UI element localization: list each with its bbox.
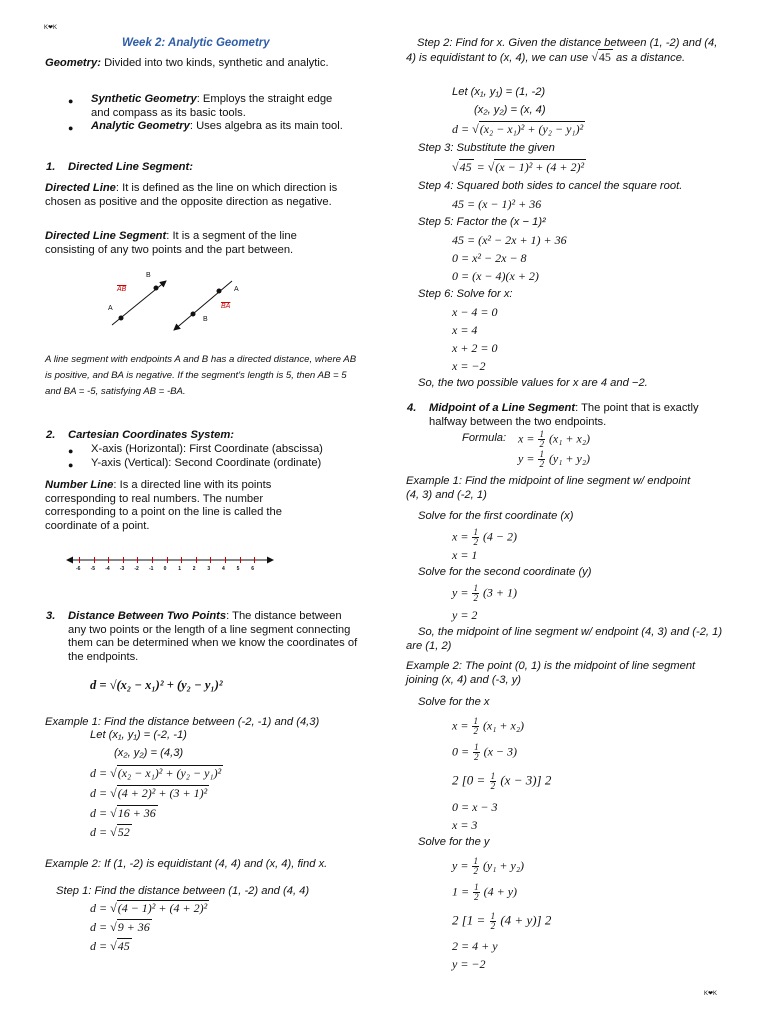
corner-mark-top: K❤K xyxy=(44,25,58,31)
solve-for-x: Solve for the x xyxy=(418,696,490,708)
arrow-right-icon xyxy=(267,557,274,564)
directed-segment-text: : It is a segment of the line consisting of any two points and the part between. xyxy=(45,230,297,256)
ex1-line4: d = √52 xyxy=(90,825,130,839)
number-line-tick-label: -5 xyxy=(90,566,96,572)
ex1-line1-pre: d = xyxy=(90,766,108,780)
number-line-tick xyxy=(240,557,241,563)
fraction-num: 1 xyxy=(473,527,478,537)
ex2-line2: d = √9 + 36 xyxy=(90,920,150,934)
synthetic-text: : Employs the straight edge and compass as its basic tools. xyxy=(91,93,333,119)
step2-main: Step 2: Find for x. Given the distance between (1, -2) and (4, 4) is equidistant to (x, 4), we can use xyxy=(406,37,718,64)
mid-ex2-y-line1 xyxy=(452,857,524,876)
step5-line3: 0 = (x − 4)(x + 2) xyxy=(452,269,539,283)
mid-ex2-x1-pre: x = xyxy=(452,718,469,733)
x-axis-item: X-axis (Horizontal): First Coordinate (abscissa) xyxy=(91,443,323,455)
mid-ex2-x-line4: 0 = x − 3 xyxy=(452,800,498,814)
fraction-half xyxy=(473,883,480,902)
directed-segment-paragraph xyxy=(45,230,341,257)
point-b xyxy=(154,286,159,291)
ex1-title: Example 1: Find the distance between (-2, -1) and (4,3) xyxy=(45,716,320,728)
step5-line2: 0 = x² − 2x − 8 xyxy=(452,251,527,265)
number-line-tick-label: 0 xyxy=(163,566,167,572)
number-line-tick-label: 6 xyxy=(251,566,254,572)
mid-ex1-y-post: (3 + 1) xyxy=(482,585,518,600)
mid-ex2-y3-post: (4 + y)] 2 xyxy=(500,912,552,928)
number-line-figure xyxy=(66,555,274,575)
fraction-half xyxy=(472,717,479,736)
r-let1: Let (x₁, y₁) = (1, -2) xyxy=(452,86,546,98)
fraction-den: 2 xyxy=(474,752,479,762)
label-ab: $\overline{AB}$ xyxy=(117,286,127,293)
number-line-tick xyxy=(152,557,153,563)
formula-x-post: (x₁ + x₂) xyxy=(548,431,591,446)
fraction-den: 2 xyxy=(490,781,496,791)
step6-line3: x + 2 = 0 xyxy=(452,341,498,355)
bullet-icon: ● xyxy=(68,96,74,106)
ex1-line4-pre: d = xyxy=(90,825,108,839)
number-line-tick-label: 4 xyxy=(222,566,225,572)
fraction-den: 2 xyxy=(473,866,478,876)
directed-line-text: : It is defined as the line on which direction is chosen as positive and the opposite direction as negative. xyxy=(45,182,338,208)
number-line-text: : Is a directed line with its points corresponding to real numbers. The number corresponding to a point on the line is called the coordinate of a point. xyxy=(45,479,282,532)
fraction-num: 1 xyxy=(474,742,479,752)
formula-x xyxy=(518,430,590,449)
section-4-num: 4. xyxy=(407,402,417,414)
section-4-title: Midpoint of a Line Segment xyxy=(429,402,576,414)
number-line-tick-label: -2 xyxy=(134,566,139,572)
solve-for-y: Solve for the y xyxy=(418,836,490,848)
step4-equation: 45 = (x − 1)² + 36 xyxy=(452,197,542,211)
number-line-tick-label: 2 xyxy=(192,566,196,572)
mid-ex1-x-line2: x = 1 xyxy=(452,548,478,562)
fraction-num: 1 xyxy=(473,856,478,866)
ex1-line1-rad: (x₂ − x₁)² + (y₂ − y₁)² xyxy=(117,766,222,780)
directed-segment-figure xyxy=(100,268,260,338)
y-axis-item: Y-axis (Vertical): Second Coordinate (ordinate) xyxy=(91,457,322,469)
page-title: Week 2: Analytic Geometry xyxy=(122,37,270,49)
ex1-line4-rad: 52 xyxy=(117,825,130,839)
step6-line1: x − 4 = 0 xyxy=(452,305,498,319)
ex2-line1-pre: d = xyxy=(90,901,108,915)
fraction-num: 1 xyxy=(539,429,544,439)
step2-root: √45 xyxy=(591,49,611,64)
bullet-synthetic xyxy=(91,93,349,120)
fraction-half xyxy=(538,430,545,449)
mid-ex1-y-line2: y = 2 xyxy=(452,608,478,622)
section-4-paragraph xyxy=(429,402,711,429)
mid-ex2-y-line3 xyxy=(452,912,551,931)
ex2-line1: d = √(4 − 1)² + (4 + 2)² xyxy=(90,901,208,915)
mid-ex2-x-line1 xyxy=(452,717,524,736)
number-line-tick-label: 1 xyxy=(178,566,181,572)
fraction-num: 1 xyxy=(473,716,478,726)
fraction-half xyxy=(472,584,479,603)
mid-ex2-y-line4: 2 = 4 + y xyxy=(452,939,498,953)
formula-y-pre: y = xyxy=(518,451,535,466)
mid-ex2-x2-pre: 0 = xyxy=(452,744,470,759)
mid-ex1-y-line1 xyxy=(452,584,517,603)
section-3-num: 3. xyxy=(46,610,56,622)
section-1-title: Directed Line Segment: xyxy=(68,161,193,173)
step2-text xyxy=(406,37,718,65)
mid-ex2-x2-post: (x − 3) xyxy=(483,744,518,759)
ex2-line3-pre: d = xyxy=(90,939,108,953)
number-line-tick-label: -1 xyxy=(149,566,154,572)
ex1-line2-pre: d = xyxy=(90,786,108,800)
ex2-line3-rad: 45 xyxy=(117,939,130,953)
number-line-tick xyxy=(225,557,226,563)
fraction-den: 2 xyxy=(539,439,544,449)
section-3-paragraph xyxy=(68,610,358,664)
label-b: B xyxy=(203,316,208,323)
mid-ex2-x3-pre: 2 [0 = xyxy=(452,772,486,788)
solve-first-coordinate: Solve for the first coordinate (x) xyxy=(418,510,574,522)
step6-label: Step 6: Solve for x: xyxy=(418,288,513,300)
ex1-line1: d = √(x₂ − x₁)² + (y₂ − y₁)² xyxy=(90,766,222,780)
mid-ex2-x1-post: (x₁ + x₂) xyxy=(482,718,525,733)
fraction-half xyxy=(490,772,497,791)
bullet-icon: ● xyxy=(68,446,74,456)
fraction-num: 1 xyxy=(474,882,479,892)
section-2-title: Cartesian Coordinates System: xyxy=(68,429,234,441)
section-1-num: 1. xyxy=(46,161,56,173)
number-line-tick xyxy=(137,557,138,563)
bullet-icon: ● xyxy=(68,123,74,133)
step2-root-value: 45 xyxy=(598,49,611,64)
bullet-analytic xyxy=(91,120,353,134)
mid-ex2-x-line3 xyxy=(452,772,551,791)
number-line-tick xyxy=(94,557,95,563)
step3-left: 45 xyxy=(459,160,472,174)
step4-label: Step 4: Squared both sides to cancel the square root. xyxy=(418,180,683,192)
fraction-den: 2 xyxy=(474,892,479,902)
fraction-half xyxy=(473,743,480,762)
step2-end: as a distance. xyxy=(616,51,686,64)
ex1-let2: (x₂, y₂) = (4,3) xyxy=(114,747,184,759)
ex1-line2: d = √(4 + 2)² + (3 + 1)² xyxy=(90,786,208,800)
corner-mark-bottom: K❤K xyxy=(704,991,718,997)
fraction-half xyxy=(472,857,479,876)
mid-ex2-y1-pre: y = xyxy=(452,858,469,873)
number-line-axis xyxy=(66,555,274,565)
mid-ex1-x-post: (4 − 2) xyxy=(482,529,518,544)
section-4-text: : The point that is exactly halfway between the two endpoints. xyxy=(429,402,699,428)
analytic-text: : Uses algebra as its main tool. xyxy=(189,120,343,132)
step3-equation: √45 = √(x − 1)² + (4 + 2)² xyxy=(452,160,585,174)
fraction-num: 1 xyxy=(473,583,478,593)
ex2-step1: Step 1: Find the distance between (1, -2) and (4, 4) xyxy=(56,885,310,897)
number-line-tick xyxy=(254,557,255,563)
number-line-tick-label: 5 xyxy=(236,566,240,572)
ex1-line3: d = √16 + 36 xyxy=(90,806,156,820)
step6-line4: x = −2 xyxy=(452,359,486,373)
number-line-tick-label: -4 xyxy=(105,566,110,572)
formula-label: Formula: xyxy=(462,432,507,444)
mid-ex2-y3-pre: 2 [1 = xyxy=(452,912,486,928)
label-a: A xyxy=(234,286,239,293)
number-line-term: Number Line xyxy=(45,479,114,491)
section-2-num: 2. xyxy=(46,429,56,441)
number-line-tick xyxy=(210,557,211,563)
label-ba: $\overline{BA}$ xyxy=(221,303,231,310)
point-b xyxy=(191,312,196,317)
mid-ex2-y-line2 xyxy=(452,883,517,902)
number-line-tick xyxy=(167,557,168,563)
formula-y-post: (y₁ + y₂) xyxy=(548,451,591,466)
distance-formula: d = √(x₂ − x₁)² + (y₂ − y₁)² xyxy=(90,678,223,692)
mid-ex2-y-line5: y = −2 xyxy=(452,957,486,971)
ex2-line1-rad: (4 − 1)² + (4 + 2)² xyxy=(117,901,208,915)
step6-line2: x = 4 xyxy=(452,323,478,337)
mid-ex2-x3-post: (x − 3)] 2 xyxy=(500,772,552,788)
step3-right: (x − 1)² + (4 + 2)² xyxy=(495,160,585,174)
fraction-num: 1 xyxy=(539,449,544,459)
ex2-line2-rad: 9 + 36 xyxy=(117,920,150,934)
fraction-den: 2 xyxy=(473,726,478,736)
conclusion-2: So, the midpoint of line segment w/ endpoint (4, 3) and (-2, 1) are (1, 2) xyxy=(406,626,723,652)
mid-ex1-x-pre: x = xyxy=(452,529,469,544)
number-line-tick-label: 3 xyxy=(207,566,211,572)
number-line-tick xyxy=(108,557,109,563)
section-3-title: Distance Between Two Points xyxy=(68,610,227,622)
geometry-text: Divided into two kinds, synthetic and analytic. xyxy=(104,57,329,69)
conclusion-1: So, the two possible values for x are 4 and −2. xyxy=(418,377,648,389)
number-line-tick-label: -6 xyxy=(76,566,81,572)
bullet-icon: ● xyxy=(68,460,74,470)
geometry-paragraph xyxy=(45,57,335,71)
ex1-line3-pre: d = xyxy=(90,806,108,820)
r-distance-line: d = √(x₂ − x₁)² + (y₂ − y₁)² xyxy=(452,122,584,136)
mid-ex1-y-pre: y = xyxy=(452,585,469,600)
fraction-num: 1 xyxy=(490,771,496,781)
r-distance-rad: (x₂ − x₁)² + (y₂ − y₁)² xyxy=(479,122,584,136)
synthetic-term: Synthetic Geometry xyxy=(91,93,197,105)
r-distance-pre: d = xyxy=(452,122,470,136)
fraction-half xyxy=(490,912,497,931)
mid-ex2-y2-post: (4 + y) xyxy=(483,884,518,899)
directed-line-paragraph xyxy=(45,182,341,209)
step5-label: Step 5: Factor the (x − 1)² xyxy=(418,216,546,228)
ex1-let1: Let (x₁, y₁) = (-2, -1) xyxy=(90,729,187,741)
mid-ex2-x-line2 xyxy=(452,743,517,762)
formula-x-pre: x = xyxy=(518,431,535,446)
geometry-term: Geometry: xyxy=(45,57,101,69)
fraction-den: 2 xyxy=(473,537,478,547)
ex2-title: Example 2: If (1, -2) is equidistant (4, 4) and (x, 4), find x. xyxy=(45,858,328,870)
number-line-tick xyxy=(79,557,80,563)
mid-example-2-title: Example 2: The point (0, 1) is the midpoint of line segment joining (x, 4) and (-3, y) xyxy=(406,660,696,686)
point-a xyxy=(119,316,124,321)
point-a xyxy=(217,289,222,294)
label-b: B xyxy=(146,272,151,279)
ex2-line2-pre: d = xyxy=(90,920,108,934)
formula-y xyxy=(518,450,590,469)
mid-ex1-x-line1 xyxy=(452,528,517,547)
fraction-half xyxy=(538,450,545,469)
solve-second-coordinate: Solve for the second coordinate (y) xyxy=(418,566,592,578)
mid-example-1-title: Example 1: Find the midpoint of line segment w/ endpoint (4, 3) and (-2, 1) xyxy=(406,475,691,501)
number-line-paragraph xyxy=(45,479,335,533)
number-line-tick-label: -3 xyxy=(119,566,125,572)
ex1-line2-rad: (4 + 2)² + (3 + 1)² xyxy=(117,786,208,800)
mid-ex2-x-line5: x = 3 xyxy=(452,818,478,832)
step3-label: Step 3: Substitute the given xyxy=(418,142,555,154)
step5-line1: 45 = (x² − 2x + 1) + 36 xyxy=(452,233,567,247)
directed-segment-term: Directed Line Segment xyxy=(45,230,167,242)
number-line-tick xyxy=(123,557,124,563)
analytic-term: Analytic Geometry xyxy=(91,120,190,132)
r-let2: (x₂, y₂) = (x, 4) xyxy=(474,104,546,116)
arrow-left-icon xyxy=(66,557,73,564)
step3-eq: = xyxy=(476,160,485,174)
figure-caption: A line segment with endpoints A and B has a directed distance, where AB is positive, and BA is negative. If the segment's length is 5, then AB = 5 and BA = -5, satisfying AB = -BA. xyxy=(45,354,357,397)
fraction-den: 2 xyxy=(490,921,496,931)
fraction-half xyxy=(472,528,479,547)
ex1-line3-rad: 16 + 36 xyxy=(117,806,156,820)
fraction-num: 1 xyxy=(490,911,496,921)
fraction-den: 2 xyxy=(539,459,544,469)
fraction-den: 2 xyxy=(473,593,478,603)
number-line-tick xyxy=(196,557,197,563)
directed-line-term: Directed Line xyxy=(45,182,116,194)
label-a: A xyxy=(108,305,113,312)
ex2-line3: d = √45 xyxy=(90,939,130,953)
mid-ex2-y1-post: (y₁ + y₂) xyxy=(482,858,525,873)
section-3-text: : The distance between any two points or the length of a line segment connecting them can be determined when we know the coordinates of the endpoints. xyxy=(68,610,358,663)
number-line-tick xyxy=(181,557,182,563)
mid-ex2-y2-pre: 1 = xyxy=(452,884,470,899)
